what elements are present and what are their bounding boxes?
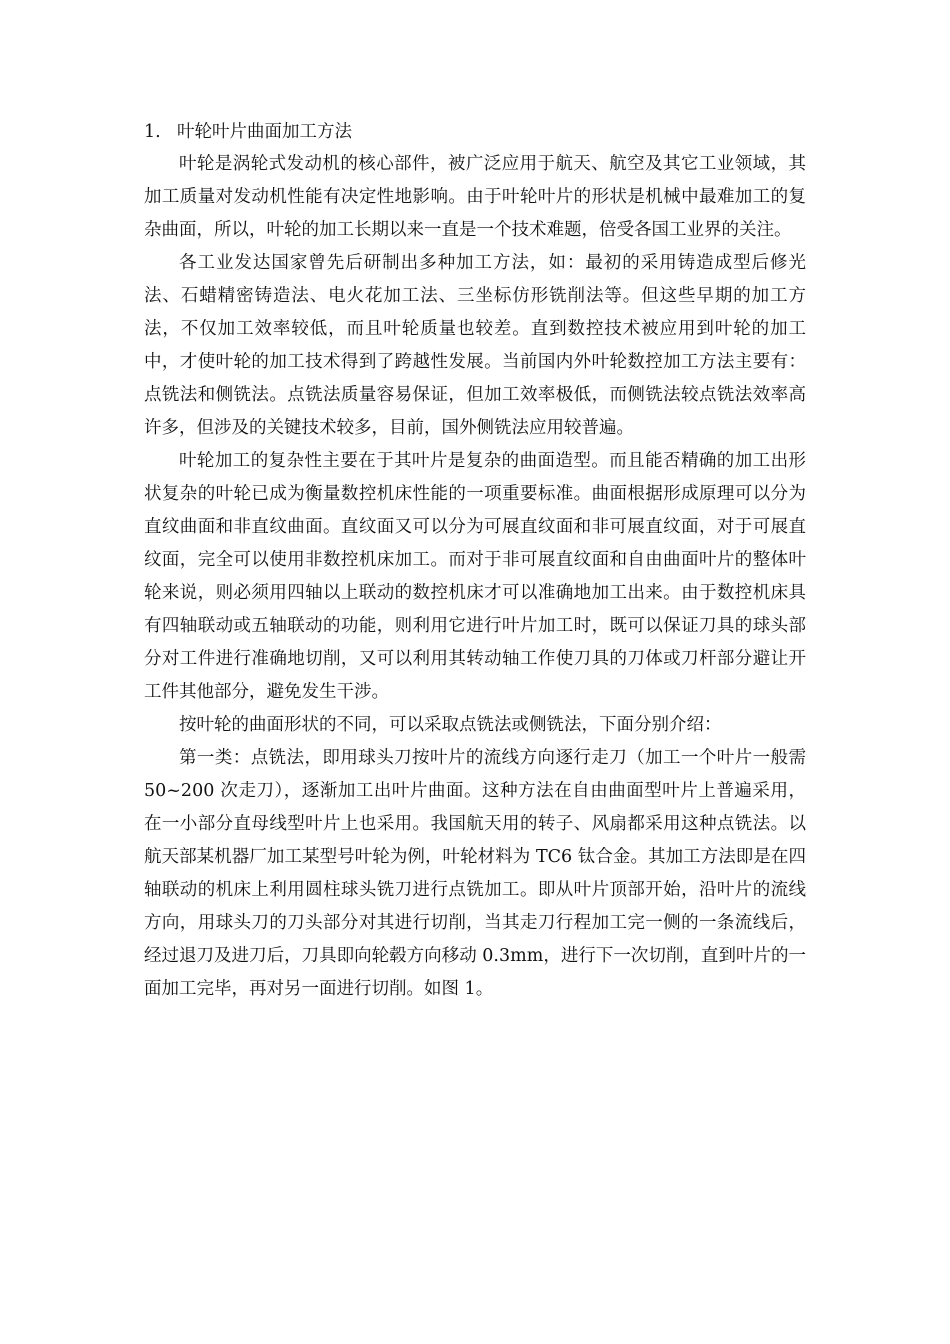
document-body — [144, 116, 806, 1006]
paragraph-machining-methods: 各工业发达国家曾先后研制出多种加工方法，如：最初的采用铸造成型后修光法、石蜡精密铸造法、电火花加工法、三坐标仿形铣削法等。但这些早期的加工方法，不仅加工效率较低，而且叶轮质量也较差。直到数控技术被应用到叶轮的加工中，才使叶轮的加工技术得到了跨越性发展。当前国内外叶轮数控加工方法主要有：点铣法和侧铣法。点铣法质量容易保证，但加工效率极低，而侧铣法较点铣法效率高许多，但涉及的关键技术较多，目前，国外侧铣法应用较普遍。 — [144, 253, 806, 438]
paragraph-point-milling: 第一类：点铣法，即用球头刀按叶片的流线方向逐行走刀（加工一个叶片一般需 50~200 次走刀），逐渐加工出叶片曲面。这种方法在自由曲面型叶片上普遍采用，在一小部分直母线型叶片上也采用。我国航天用的转子、风扇都采用这种点铣法。以航天部某机器厂加工某型号叶轮为例，叶轮材料为 TC6 钛合金。其加工方法即是在四轴联动的机床上利用圆柱球头铣刀进行点铣加工。即从叶片顶部开始，沿叶片的流线方向，用球头刀的刀头部分对其进行切削，当其走刀行程加工完一侧的一条流线后，经过退刀及进刀后，刀具即向轮毂方向移动 0.3mm，进行下一次切削，直到叶片的一面加工完毕，再对另一面进行切削。如图 1。 — [144, 748, 806, 999]
paragraph-method-intro: 按叶轮的曲面形状的不同，可以采取点铣法或侧铣法，下面分别介绍： — [179, 715, 722, 735]
section-title: 叶轮叶片曲面加工方法 — [177, 122, 352, 142]
paragraph-surface-complexity: 叶轮加工的复杂性主要在于其叶片是复杂的曲面造型。而且能否精确的加工出形状复杂的叶轮已成为衡量数控机床性能的一项重要标准。曲面根据形成原理可以分为直纹曲面和非直纹曲面。直纹面又可以分为可展直纹面和非可展直纹面，对于可展直纹面，完全可以使用非数控机床加工。而对于非可展直纹面和自由曲面叶片的整体叶轮来说，则必须用四轴以上联动的数控机床才可以准确地加工出来。由于数控机床具有四轴联动或五轴联动的功能，则利用它进行叶片加工时，既可以保证刀具的球头部分对工件进行准确地切削，又可以利用其转动轴工作使刀具的刀体或刀杆部分避让开工件其他部分，避免发生干涉。 — [144, 451, 806, 702]
section-number: 1. — [144, 122, 161, 142]
section-heading — [144, 116, 806, 148]
paragraph-impeller-intro: 叶轮是涡轮式发动机的核心部件，被广泛应用于航天、航空及其它工业领域，其加工质量对发动机性能有决定性地影响。由于叶轮叶片的形状是机械中最难加工的复杂曲面，所以，叶轮的加工长期以来一直是一个技术难题，倍受各国工业界的关注。 — [144, 154, 806, 240]
